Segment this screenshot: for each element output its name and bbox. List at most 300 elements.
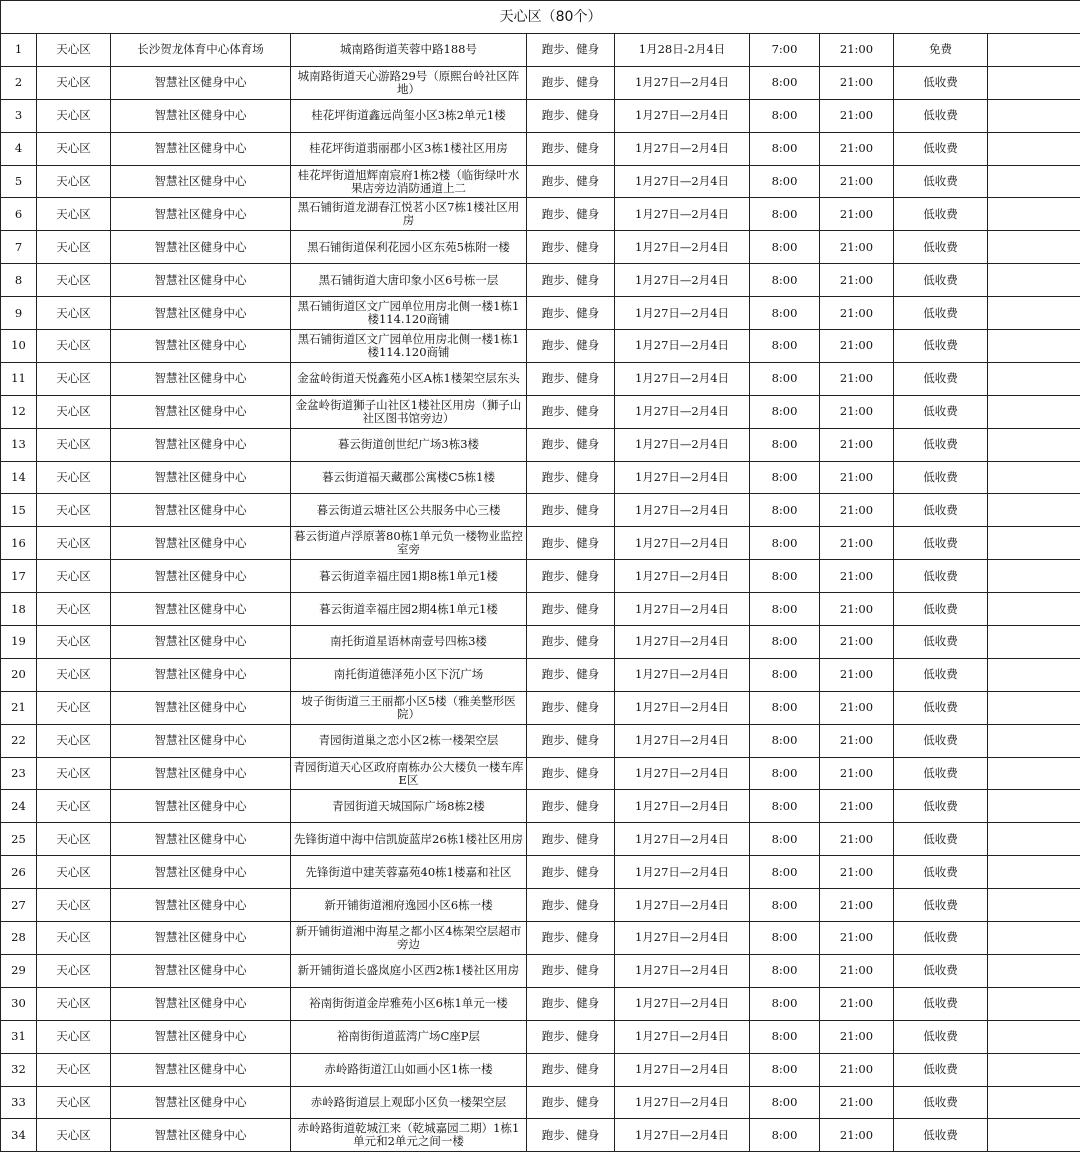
close-time-cell: 21:00 xyxy=(820,461,894,494)
activity-cell: 跑步、健身 xyxy=(527,1053,615,1086)
fee-cell: 低收费 xyxy=(894,954,988,987)
district-cell: 天心区 xyxy=(37,165,111,198)
row-number: 26 xyxy=(1,856,37,889)
date-range-cell: 1月27日—2月4日 xyxy=(615,99,750,132)
fee-cell: 低收费 xyxy=(894,132,988,165)
district-cell: 天心区 xyxy=(37,297,111,330)
date-range-cell: 1月27日—2月4日 xyxy=(615,330,750,363)
district-cell: 天心区 xyxy=(37,264,111,297)
venue-name-cell: 智慧社区健身中心 xyxy=(111,922,291,955)
district-cell: 天心区 xyxy=(37,724,111,757)
venue-name-cell: 智慧社区健身中心 xyxy=(111,165,291,198)
table-row xyxy=(1,165,1080,198)
venue-name-cell: 智慧社区健身中心 xyxy=(111,66,291,99)
table-row xyxy=(1,823,1080,856)
address-cell: 黑石铺街道大唐印象小区6号栋一层 xyxy=(291,264,527,297)
table-row xyxy=(1,264,1080,297)
address-cell: 桂花坪街道旭辉南宸府1栋2楼（临街绿叶水果店旁边消防通道上二 xyxy=(291,165,527,198)
district-cell: 天心区 xyxy=(37,560,111,593)
venue-name-cell: 智慧社区健身中心 xyxy=(111,889,291,922)
row-number: 10 xyxy=(1,330,37,363)
district-cell: 天心区 xyxy=(37,757,111,790)
district-cell: 天心区 xyxy=(37,527,111,560)
address-cell: 坡子街街道三王丽都小区5楼（雅美整形医院） xyxy=(291,691,527,724)
address-cell: 赤岭路街道层上观邸小区负一楼架空层 xyxy=(291,1086,527,1119)
close-time-cell: 21:00 xyxy=(820,658,894,691)
district-cell: 天心区 xyxy=(37,395,111,428)
district-cell: 天心区 xyxy=(37,1020,111,1053)
close-time-cell: 21:00 xyxy=(820,330,894,363)
district-cell: 天心区 xyxy=(37,658,111,691)
fee-cell: 低收费 xyxy=(894,66,988,99)
venue-name-cell: 智慧社区健身中心 xyxy=(111,494,291,527)
close-time-cell: 21:00 xyxy=(820,987,894,1020)
activity-cell: 跑步、健身 xyxy=(527,658,615,691)
date-range-cell: 1月27日—2月4日 xyxy=(615,757,750,790)
fee-cell: 低收费 xyxy=(894,362,988,395)
venue-name-cell: 智慧社区健身中心 xyxy=(111,1119,291,1152)
close-time-cell: 21:00 xyxy=(820,428,894,461)
date-range-cell: 1月27日—2月4日 xyxy=(615,1053,750,1086)
note-cell xyxy=(988,527,1080,560)
close-time-cell: 21:00 xyxy=(820,691,894,724)
date-range-cell: 1月27日—2月4日 xyxy=(615,165,750,198)
fee-cell: 低收费 xyxy=(894,99,988,132)
open-time-cell: 8:00 xyxy=(750,757,820,790)
venue-name-cell: 智慧社区健身中心 xyxy=(111,593,291,626)
address-cell: 赤岭路街道乾城江来（乾城嘉园二期）1栋1单元和2单元之间一楼 xyxy=(291,1119,527,1152)
activity-cell: 跑步、健身 xyxy=(527,264,615,297)
date-range-cell: 1月27日—2月4日 xyxy=(615,790,750,823)
fee-cell: 低收费 xyxy=(894,757,988,790)
table-row xyxy=(1,362,1080,395)
date-range-cell: 1月27日—2月4日 xyxy=(615,395,750,428)
note-cell xyxy=(988,987,1080,1020)
close-time-cell: 21:00 xyxy=(820,1086,894,1119)
venue-name-cell: 智慧社区健身中心 xyxy=(111,626,291,659)
note-cell xyxy=(988,954,1080,987)
table-title-row xyxy=(1,1,1080,34)
table-row xyxy=(1,297,1080,330)
open-time-cell: 8:00 xyxy=(750,593,820,626)
fee-cell: 低收费 xyxy=(894,1119,988,1152)
address-cell: 青园街道天城国际广场8栋2楼 xyxy=(291,790,527,823)
date-range-cell: 1月27日—2月4日 xyxy=(615,658,750,691)
date-range-cell: 1月27日—2月4日 xyxy=(615,297,750,330)
address-cell: 城南路街道芙蓉中路188号 xyxy=(291,34,527,67)
activity-cell: 跑步、健身 xyxy=(527,954,615,987)
note-cell xyxy=(988,461,1080,494)
fee-cell: 低收费 xyxy=(894,889,988,922)
activity-cell: 跑步、健身 xyxy=(527,362,615,395)
activity-cell: 跑步、健身 xyxy=(527,395,615,428)
venue-name-cell: 智慧社区健身中心 xyxy=(111,954,291,987)
district-cell: 天心区 xyxy=(37,856,111,889)
activity-cell: 跑步、健身 xyxy=(527,231,615,264)
venue-name-cell: 智慧社区健身中心 xyxy=(111,297,291,330)
table-row xyxy=(1,724,1080,757)
address-cell: 金盆岭街道天悦鑫苑小区A栋1楼架空层东头 xyxy=(291,362,527,395)
date-range-cell: 1月27日—2月4日 xyxy=(615,593,750,626)
note-cell xyxy=(988,66,1080,99)
venue-name-cell: 智慧社区健身中心 xyxy=(111,560,291,593)
note-cell xyxy=(988,395,1080,428)
district-cell: 天心区 xyxy=(37,132,111,165)
activity-cell: 跑步、健身 xyxy=(527,823,615,856)
table-row xyxy=(1,198,1080,231)
district-cell: 天心区 xyxy=(37,461,111,494)
row-number: 31 xyxy=(1,1020,37,1053)
district-cell: 天心区 xyxy=(37,198,111,231)
open-time-cell: 8:00 xyxy=(750,494,820,527)
open-time-cell: 8:00 xyxy=(750,889,820,922)
fee-cell: 低收费 xyxy=(894,790,988,823)
row-number: 28 xyxy=(1,922,37,955)
activity-cell: 跑步、健身 xyxy=(527,1086,615,1119)
close-time-cell: 21:00 xyxy=(820,1020,894,1053)
venue-name-cell: 智慧社区健身中心 xyxy=(111,823,291,856)
activity-cell: 跑步、健身 xyxy=(527,99,615,132)
address-cell: 黑石铺街道保利花园小区东苑5栋附一楼 xyxy=(291,231,527,264)
fee-cell: 低收费 xyxy=(894,198,988,231)
row-number: 2 xyxy=(1,66,37,99)
close-time-cell: 21:00 xyxy=(820,494,894,527)
note-cell xyxy=(988,264,1080,297)
table-row xyxy=(1,330,1080,363)
venue-name-cell: 智慧社区健身中心 xyxy=(111,658,291,691)
open-time-cell: 8:00 xyxy=(750,658,820,691)
note-cell xyxy=(988,658,1080,691)
close-time-cell: 21:00 xyxy=(820,790,894,823)
row-number: 34 xyxy=(1,1119,37,1152)
row-number: 14 xyxy=(1,461,37,494)
open-time-cell: 8:00 xyxy=(750,527,820,560)
open-time-cell: 8:00 xyxy=(750,626,820,659)
date-range-cell: 1月27日—2月4日 xyxy=(615,428,750,461)
date-range-cell: 1月27日—2月4日 xyxy=(615,494,750,527)
fee-cell: 低收费 xyxy=(894,461,988,494)
open-time-cell: 8:00 xyxy=(750,99,820,132)
activity-cell: 跑步、健身 xyxy=(527,34,615,67)
table-row xyxy=(1,593,1080,626)
venue-name-cell: 智慧社区健身中心 xyxy=(111,1020,291,1053)
table-row xyxy=(1,34,1080,67)
table-row xyxy=(1,527,1080,560)
open-time-cell: 8:00 xyxy=(750,461,820,494)
table-title: 天心区（80个） xyxy=(1,1,1080,34)
open-time-cell: 8:00 xyxy=(750,297,820,330)
district-cell: 天心区 xyxy=(37,954,111,987)
table-row xyxy=(1,560,1080,593)
address-cell: 新开铺街道长盛岚庭小区西2栋1楼社区用房 xyxy=(291,954,527,987)
note-cell xyxy=(988,231,1080,264)
close-time-cell: 21:00 xyxy=(820,1119,894,1152)
table-row xyxy=(1,494,1080,527)
note-cell xyxy=(988,889,1080,922)
activity-cell: 跑步、健身 xyxy=(527,987,615,1020)
fee-cell: 低收费 xyxy=(894,297,988,330)
address-cell: 青园街道巢之恋小区2栋一楼架空层 xyxy=(291,724,527,757)
note-cell xyxy=(988,856,1080,889)
note-cell xyxy=(988,165,1080,198)
activity-cell: 跑步、健身 xyxy=(527,856,615,889)
date-range-cell: 1月27日—2月4日 xyxy=(615,856,750,889)
district-cell: 天心区 xyxy=(37,1086,111,1119)
note-cell xyxy=(988,823,1080,856)
district-cell: 天心区 xyxy=(37,231,111,264)
open-time-cell: 8:00 xyxy=(750,560,820,593)
fee-cell: 低收费 xyxy=(894,560,988,593)
fee-cell: 低收费 xyxy=(894,264,988,297)
open-time-cell: 8:00 xyxy=(750,1086,820,1119)
activity-cell: 跑步、健身 xyxy=(527,560,615,593)
table-row xyxy=(1,658,1080,691)
note-cell xyxy=(988,1086,1080,1119)
open-time-cell: 8:00 xyxy=(750,198,820,231)
row-number: 19 xyxy=(1,626,37,659)
close-time-cell: 21:00 xyxy=(820,724,894,757)
row-number: 21 xyxy=(1,691,37,724)
date-range-cell: 1月27日—2月4日 xyxy=(615,691,750,724)
row-number: 25 xyxy=(1,823,37,856)
open-time-cell: 8:00 xyxy=(750,691,820,724)
open-time-cell: 8:00 xyxy=(750,362,820,395)
row-number: 22 xyxy=(1,724,37,757)
row-number: 30 xyxy=(1,987,37,1020)
row-number: 29 xyxy=(1,954,37,987)
date-range-cell: 1月28日-2月4日 xyxy=(615,34,750,67)
date-range-cell: 1月27日—2月4日 xyxy=(615,987,750,1020)
close-time-cell: 21:00 xyxy=(820,165,894,198)
activity-cell: 跑步、健身 xyxy=(527,626,615,659)
close-time-cell: 21:00 xyxy=(820,889,894,922)
note-cell xyxy=(988,297,1080,330)
table-row xyxy=(1,626,1080,659)
district-cell: 天心区 xyxy=(37,99,111,132)
open-time-cell: 7:00 xyxy=(750,34,820,67)
venue-name-cell: 智慧社区健身中心 xyxy=(111,724,291,757)
fee-cell: 低收费 xyxy=(894,428,988,461)
close-time-cell: 21:00 xyxy=(820,593,894,626)
district-cell: 天心区 xyxy=(37,626,111,659)
row-number: 32 xyxy=(1,1053,37,1086)
district-cell: 天心区 xyxy=(37,1053,111,1086)
table-row xyxy=(1,691,1080,724)
date-range-cell: 1月27日—2月4日 xyxy=(615,527,750,560)
row-number: 24 xyxy=(1,790,37,823)
fee-cell: 低收费 xyxy=(894,626,988,659)
fee-cell: 低收费 xyxy=(894,922,988,955)
venue-name-cell: 智慧社区健身中心 xyxy=(111,264,291,297)
venue-name-cell: 智慧社区健身中心 xyxy=(111,1086,291,1119)
activity-cell: 跑步、健身 xyxy=(527,593,615,626)
note-cell xyxy=(988,724,1080,757)
table-row xyxy=(1,461,1080,494)
venue-name-cell: 智慧社区健身中心 xyxy=(111,330,291,363)
row-number: 7 xyxy=(1,231,37,264)
open-time-cell: 8:00 xyxy=(750,954,820,987)
close-time-cell: 21:00 xyxy=(820,954,894,987)
activity-cell: 跑步、健身 xyxy=(527,66,615,99)
address-cell: 黑石铺街道区文广园单位用房北侧一楼1栋1楼114.120商铺 xyxy=(291,330,527,363)
activity-cell: 跑步、健身 xyxy=(527,330,615,363)
address-cell: 暮云街道福天藏郡公寓楼C5栋1楼 xyxy=(291,461,527,494)
close-time-cell: 21:00 xyxy=(820,264,894,297)
open-time-cell: 8:00 xyxy=(750,264,820,297)
address-cell: 南托街道星语林南壹号四栋3楼 xyxy=(291,626,527,659)
address-cell: 赤岭路街道江山如画小区1栋一楼 xyxy=(291,1053,527,1086)
fee-cell: 低收费 xyxy=(894,691,988,724)
fee-cell: 低收费 xyxy=(894,1020,988,1053)
address-cell: 城南路街道天心游路29号（原熙台岭社区阵地） xyxy=(291,66,527,99)
date-range-cell: 1月27日—2月4日 xyxy=(615,264,750,297)
row-number: 15 xyxy=(1,494,37,527)
venue-name-cell: 智慧社区健身中心 xyxy=(111,198,291,231)
close-time-cell: 21:00 xyxy=(820,297,894,330)
district-cell: 天心区 xyxy=(37,889,111,922)
venue-name-cell: 智慧社区健身中心 xyxy=(111,757,291,790)
close-time-cell: 21:00 xyxy=(820,527,894,560)
district-cell: 天心区 xyxy=(37,823,111,856)
table-row xyxy=(1,395,1080,428)
note-cell xyxy=(988,757,1080,790)
date-range-cell: 1月27日—2月4日 xyxy=(615,626,750,659)
address-cell: 裕南街街道金岸雅苑小区6栋1单元一楼 xyxy=(291,987,527,1020)
close-time-cell: 21:00 xyxy=(820,856,894,889)
close-time-cell: 21:00 xyxy=(820,560,894,593)
fee-cell: 低收费 xyxy=(894,823,988,856)
venue-name-cell: 智慧社区健身中心 xyxy=(111,987,291,1020)
address-cell: 新开铺街道湘中海星之都小区4栋架空层超市旁边 xyxy=(291,922,527,955)
activity-cell: 跑步、健身 xyxy=(527,1020,615,1053)
close-time-cell: 21:00 xyxy=(820,922,894,955)
district-cell: 天心区 xyxy=(37,593,111,626)
date-range-cell: 1月27日—2月4日 xyxy=(615,954,750,987)
row-number: 3 xyxy=(1,99,37,132)
row-number: 12 xyxy=(1,395,37,428)
open-time-cell: 8:00 xyxy=(750,856,820,889)
note-cell xyxy=(988,99,1080,132)
date-range-cell: 1月27日—2月4日 xyxy=(615,922,750,955)
row-number: 8 xyxy=(1,264,37,297)
row-number: 6 xyxy=(1,198,37,231)
venue-name-cell: 智慧社区健身中心 xyxy=(111,691,291,724)
district-cell: 天心区 xyxy=(37,66,111,99)
fee-cell: 低收费 xyxy=(894,494,988,527)
note-cell xyxy=(988,198,1080,231)
note-cell xyxy=(988,1053,1080,1086)
venue-name-cell: 智慧社区健身中心 xyxy=(111,362,291,395)
open-time-cell: 8:00 xyxy=(750,132,820,165)
address-cell: 桂花坪街道翡丽郡小区3栋1楼社区用房 xyxy=(291,132,527,165)
activity-cell: 跑步、健身 xyxy=(527,198,615,231)
activity-cell: 跑步、健身 xyxy=(527,494,615,527)
district-cell: 天心区 xyxy=(37,922,111,955)
address-cell: 裕南街街道蓝湾广场C座P层 xyxy=(291,1020,527,1053)
row-number: 27 xyxy=(1,889,37,922)
open-time-cell: 8:00 xyxy=(750,428,820,461)
note-cell xyxy=(988,132,1080,165)
activity-cell: 跑步、健身 xyxy=(527,691,615,724)
table-row xyxy=(1,790,1080,823)
venue-name-cell: 智慧社区健身中心 xyxy=(111,395,291,428)
address-cell: 黑石铺街道龙湖春江悦茗小区7栋1楼社区用房 xyxy=(291,198,527,231)
activity-cell: 跑步、健身 xyxy=(527,165,615,198)
district-cell: 天心区 xyxy=(37,987,111,1020)
address-cell: 暮云街道卢浮原著80栋1单元负一楼物业监控室旁 xyxy=(291,527,527,560)
close-time-cell: 21:00 xyxy=(820,66,894,99)
note-cell xyxy=(988,362,1080,395)
district-cell: 天心区 xyxy=(37,790,111,823)
address-cell: 黑石铺街道区文广园单位用房北侧一楼1栋1楼114.120商铺 xyxy=(291,297,527,330)
open-time-cell: 8:00 xyxy=(750,66,820,99)
venue-name-cell: 智慧社区健身中心 xyxy=(111,1053,291,1086)
close-time-cell: 21:00 xyxy=(820,823,894,856)
address-cell: 暮云街道幸福庄园2期4栋1单元1楼 xyxy=(291,593,527,626)
fee-cell: 低收费 xyxy=(894,987,988,1020)
address-cell: 暮云街道幸福庄园1期8栋1单元1楼 xyxy=(291,560,527,593)
row-number: 20 xyxy=(1,658,37,691)
district-cell: 天心区 xyxy=(37,494,111,527)
address-cell: 暮云街道云塘社区公共服务中心三楼 xyxy=(291,494,527,527)
row-number: 4 xyxy=(1,132,37,165)
fee-cell: 低收费 xyxy=(894,395,988,428)
row-number: 13 xyxy=(1,428,37,461)
open-time-cell: 8:00 xyxy=(750,823,820,856)
date-range-cell: 1月27日—2月4日 xyxy=(615,1119,750,1152)
note-cell xyxy=(988,560,1080,593)
close-time-cell: 21:00 xyxy=(820,626,894,659)
fee-cell: 低收费 xyxy=(894,593,988,626)
fee-cell: 低收费 xyxy=(894,231,988,264)
activity-cell: 跑步、健身 xyxy=(527,527,615,560)
fee-cell: 低收费 xyxy=(894,1086,988,1119)
open-time-cell: 8:00 xyxy=(750,165,820,198)
date-range-cell: 1月27日—2月4日 xyxy=(615,1086,750,1119)
district-cell: 天心区 xyxy=(37,428,111,461)
activity-cell: 跑步、健身 xyxy=(527,132,615,165)
district-cell: 天心区 xyxy=(37,691,111,724)
address-cell: 暮云街道创世纪广场3栋3楼 xyxy=(291,428,527,461)
date-range-cell: 1月27日—2月4日 xyxy=(615,362,750,395)
row-number: 11 xyxy=(1,362,37,395)
date-range-cell: 1月27日—2月4日 xyxy=(615,823,750,856)
table-row xyxy=(1,1053,1080,1086)
address-cell: 先锋街道中建芙蓉嘉苑40栋1楼嘉和社区 xyxy=(291,856,527,889)
table-row xyxy=(1,757,1080,790)
open-time-cell: 8:00 xyxy=(750,724,820,757)
fee-cell: 免费 xyxy=(894,34,988,67)
row-number: 33 xyxy=(1,1086,37,1119)
address-cell: 桂花坪街道鑫远尚玺小区3栋2单元1楼 xyxy=(291,99,527,132)
district-cell: 天心区 xyxy=(37,362,111,395)
district-cell: 天心区 xyxy=(37,330,111,363)
table-row xyxy=(1,1086,1080,1119)
venue-name-cell: 长沙贺龙体育中心体育场 xyxy=(111,34,291,67)
close-time-cell: 21:00 xyxy=(820,99,894,132)
open-time-cell: 8:00 xyxy=(750,922,820,955)
activity-cell: 跑步、健身 xyxy=(527,922,615,955)
date-range-cell: 1月27日—2月4日 xyxy=(615,560,750,593)
close-time-cell: 21:00 xyxy=(820,231,894,264)
venue-name-cell: 智慧社区健身中心 xyxy=(111,132,291,165)
note-cell xyxy=(988,593,1080,626)
table-row xyxy=(1,889,1080,922)
close-time-cell: 21:00 xyxy=(820,757,894,790)
activity-cell: 跑步、健身 xyxy=(527,1119,615,1152)
row-number: 1 xyxy=(1,34,37,67)
note-cell xyxy=(988,428,1080,461)
